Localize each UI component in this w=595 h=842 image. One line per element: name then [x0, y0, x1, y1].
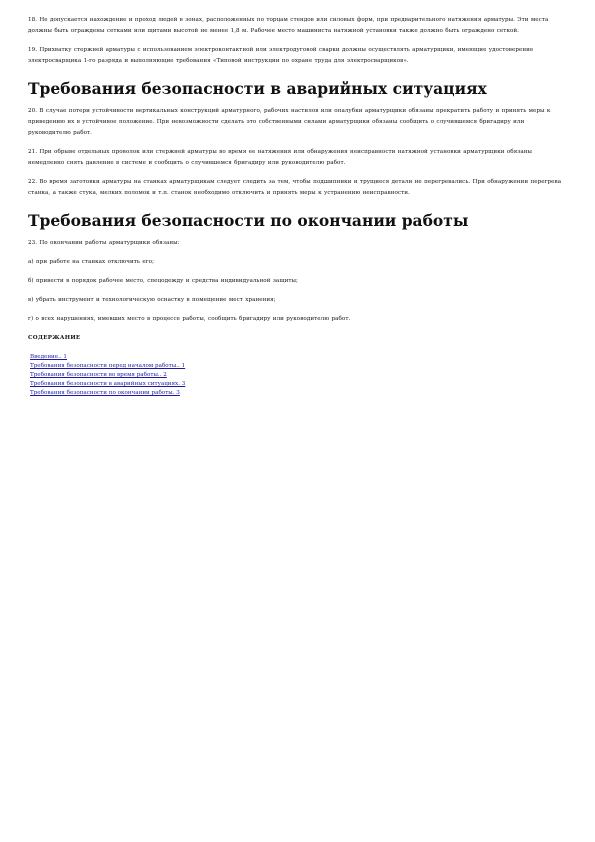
- toc-item-end-of-work: [30, 389, 565, 398]
- paragraph-23: 23. По окончании работы арматурщики обязаны:: [28, 240, 180, 246]
- paragraph-20: 20. В случае потери устойчивости вертикальных конструкций арматурного, рабочих настилов или опалубки арматурщики обязаны прекратить работу и принять меры к приведению их в устойчивое положение. При невозможности сделать это собственными силами арматурщики обязаны сообщить о случившемся бригадиру или руководителю работ.: [28, 108, 551, 136]
- paragraph-21: 21. При обрыве отдельных проволок или стержней арматуры во время ее натяжения или обнаружения неисправности натяжной установки арматурщики обязаны немедленно снять давление в системе и сообщить о случившемся бригадиру или руководителю работ.: [28, 149, 533, 166]
- list-item-v: в) убрать инструмент и технологическую оснастку в помещение мест хранения;: [28, 297, 276, 303]
- list-item-g: г) о всех нарушениях, имевших место в процессе работы, сообщить бригадиру или руководителю работ.: [28, 316, 351, 322]
- section-heading-end-of-work: Требования безопасности по окончании работы: [28, 211, 469, 230]
- list-item-a: а) при работе на станках отключить его;: [28, 259, 155, 265]
- toc-title: СОДЕРЖАНИЕ: [28, 335, 81, 341]
- paragraph-22: 22. Во время заготовки арматуры на станках арматурщикам следует следить за тем, чтобы подшипники и трущиеся детали не перегревались. При обнаружении перегрева станка, а также стука, мелких поломок и т.п. станок необходимо отключить и принять меры к устранению неисправности.: [28, 179, 562, 196]
- toc-link-end-of-work[interactable]: Требования безопасности по окончании работы. 3: [30, 390, 180, 396]
- toc-link-intro[interactable]: Введение.. 1: [30, 354, 67, 360]
- toc-link-during-work[interactable]: Требования безопасности во время работы.. 2: [30, 372, 167, 378]
- list-item-b: б) привести в порядок рабочее место, спецодежду и средства индивидуальной защиты;: [28, 278, 298, 284]
- table-of-contents: [30, 353, 565, 398]
- toc-item-during-work: [30, 371, 565, 380]
- toc-item-emergency: [30, 380, 565, 389]
- section-heading-emergency: Требования безопасности в аварийных ситуациях: [28, 79, 487, 98]
- toc-link-emergency[interactable]: Требования безопасности в аварийных ситуациях. 3: [30, 381, 186, 387]
- toc-item-intro: [30, 353, 565, 362]
- paragraph-18: 18. Не допускается нахождение и проход людей в зонах, расположенных по торцам стендов или силовых форм, при предварительного натяжения арматуры. Эти места должны быть ограждены сетками или щитами высотой не менее 1,8 м. Рабочее место машиниста натяжной установки также должно быть ограждено сеткой.: [28, 17, 549, 34]
- toc-link-before-work[interactable]: Требования безопасности перед началом работы.. 1: [30, 363, 186, 369]
- paragraph-19: 19. Прихватку стержней арматуры с использованием электроконтактной или электродуговой сварки должны осуществлять арматурщики, имеющие удостоверение электросварщика 1-го разряда и выполняющие требования «Типовой инструкции по охране труда для электросварщиков».: [28, 47, 534, 64]
- toc-item-before-work: [30, 362, 565, 371]
